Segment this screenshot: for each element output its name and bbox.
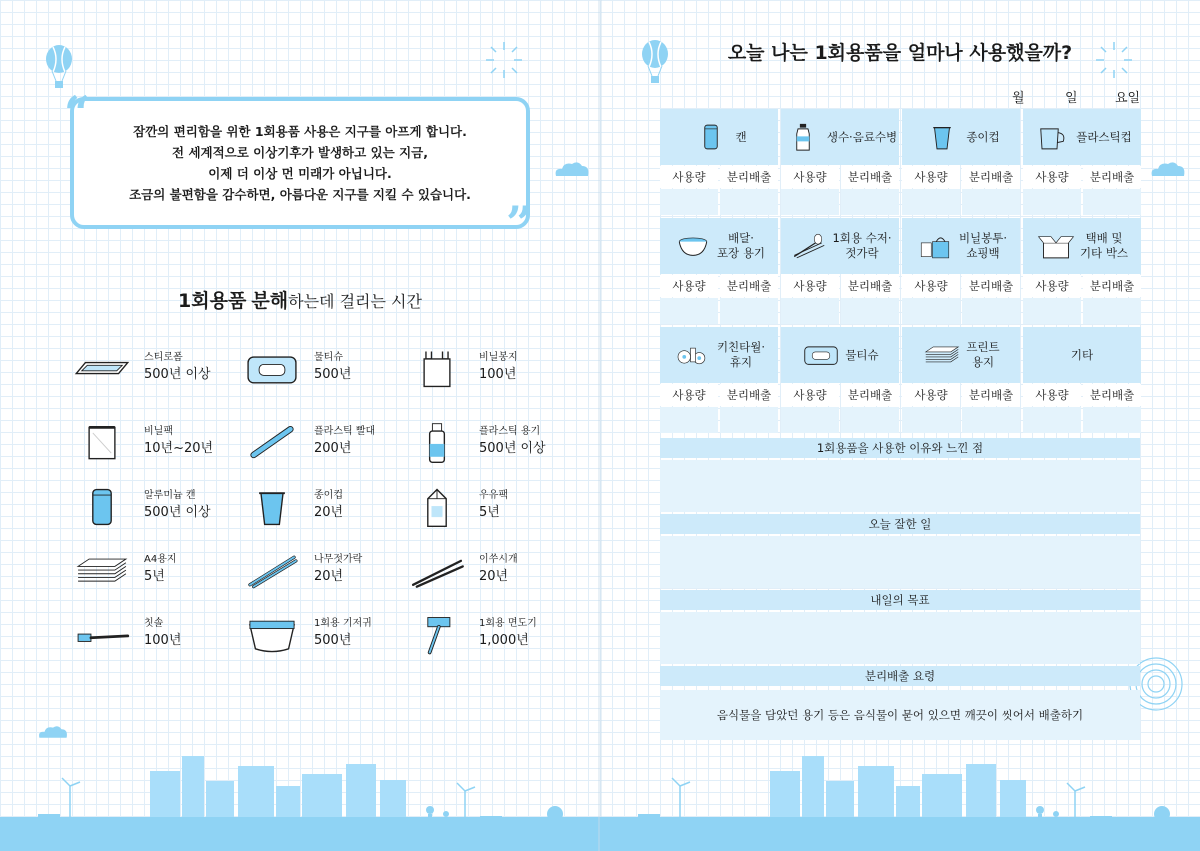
paper-cup-icon [922, 121, 962, 153]
right-page [600, 0, 1200, 851]
good-input-area[interactable] [660, 536, 1140, 588]
category-header [781, 218, 899, 274]
vinyl-pack-icon [70, 420, 134, 466]
item-name: 1회용 면도기 [479, 618, 537, 629]
category-label: 생수·음료수병 [826, 129, 898, 144]
straw-icon [240, 420, 304, 466]
reason-input-area[interactable] [660, 460, 1140, 512]
usage-input-cell[interactable] [781, 407, 839, 433]
recycle-input-cell[interactable] [841, 298, 899, 324]
quote-line: 전 세계적으로 이상기후가 발생하고 있는 지금, [172, 145, 428, 160]
usage-input-cell[interactable] [1023, 407, 1081, 433]
item-name: 이쑤시개 [479, 554, 518, 565]
recycle-input-cell[interactable] [962, 189, 1020, 215]
recycle-input-cell[interactable] [1083, 407, 1141, 433]
usage-column-label: 사용량 [660, 384, 718, 406]
item-name: A4용지 [144, 554, 177, 565]
item-years: 500년 이상 [144, 367, 211, 382]
decomposition-item [240, 484, 410, 534]
recycle-column-label: 분리배출 [841, 384, 899, 406]
item-years: 100년 [144, 633, 182, 648]
delivery-bowl-icon [673, 230, 713, 262]
sun-icon [484, 40, 524, 80]
cloud-icon [1148, 160, 1188, 176]
recycle-column-label: 분리배출 [720, 275, 778, 297]
category-header [1023, 109, 1141, 165]
decomposition-item [240, 612, 410, 662]
category-label: 1회용 수저· 젓가락 [832, 231, 892, 260]
item-icon-wrap [70, 612, 134, 658]
category-label: 플라스틱컵 [1076, 129, 1132, 144]
ground-strip [0, 817, 600, 851]
recycle-column-label: 분리배출 [841, 275, 899, 297]
plastic-cup-icon [1032, 121, 1072, 153]
item-years: 500년 [314, 633, 352, 648]
recycle-column-label: 분리배출 [962, 384, 1020, 406]
paper-stack-icon [70, 548, 134, 594]
item-years: 1,000년 [479, 633, 529, 648]
category-label: 비닐봉투· 쇼핑백 [958, 231, 1008, 260]
recycle-column-label: 분리배출 [962, 166, 1020, 188]
category-label: 물티슈 [845, 347, 879, 362]
item-years: 20년 [479, 569, 509, 584]
decomposition-item [405, 346, 575, 396]
quote-line: 조금의 불편함을 감수하면, 아름다운 지구를 지킬 수 있습니다. [129, 187, 471, 202]
item-name: 비닐봉지 [479, 352, 518, 363]
usage-column-label: 사용량 [1023, 166, 1081, 188]
title-part-decompose: 분해 [251, 290, 289, 312]
item-years: 500년 이상 [144, 505, 211, 520]
usage-column-label: 사용량 [781, 384, 839, 406]
can-icon [691, 121, 731, 153]
goal-section-header: 내일의 목표 [660, 590, 1140, 610]
good-section-header: 오늘 잘한 일 [660, 514, 1140, 534]
usage-column-label: 사용량 [660, 166, 718, 188]
recycle-column-label: 분리배출 [841, 166, 899, 188]
usage-input-cell[interactable] [902, 189, 960, 215]
category-label: 기타 [1070, 347, 1094, 362]
decomposition-item [405, 484, 575, 534]
cloud-icon [552, 160, 592, 176]
usage-column-label: 사용량 [902, 275, 960, 297]
item-icon-wrap [405, 346, 469, 392]
recycle-input-cell[interactable] [841, 189, 899, 215]
category-header [660, 218, 778, 274]
decomposition-item [240, 548, 410, 598]
water-bottle-icon [783, 121, 823, 153]
usage-column-label: 사용량 [781, 166, 839, 188]
usage-input-cell[interactable] [902, 298, 960, 324]
item-name: 알루미늄 캔 [144, 490, 196, 501]
paper-stack-icon [922, 339, 962, 371]
item-years: 20년 [314, 569, 344, 584]
usage-input-cell[interactable] [1023, 189, 1081, 215]
category-header [902, 327, 1020, 383]
toothbrush-icon [70, 612, 134, 658]
styrofoam-tray-icon [70, 346, 134, 392]
category-header [660, 109, 778, 165]
usage-input-cell[interactable] [660, 407, 718, 433]
item-icon-wrap [70, 420, 134, 466]
item-icon-wrap [70, 484, 134, 530]
recycle-column-label: 분리배출 [720, 166, 778, 188]
item-years: 5년 [144, 569, 165, 584]
title-part-single-use: 1회용품 [178, 290, 247, 312]
decomposition-title [0, 286, 600, 313]
title-part-rest: 하는데 걸리는 시간 [288, 292, 422, 311]
open-quote-icon: “ [64, 86, 91, 140]
spray-bottle-icon [405, 420, 469, 466]
toothpick-icon [405, 548, 469, 594]
item-years: 20년 [314, 505, 344, 520]
wet-wipes-icon [240, 346, 304, 392]
decomposition-item [70, 612, 240, 662]
recycle-input-cell[interactable] [720, 298, 778, 324]
date-day-label: 일 [1065, 91, 1078, 106]
usage-input-cell[interactable] [781, 298, 839, 324]
category-header [902, 109, 1020, 165]
item-years: 10년~20년 [144, 441, 214, 456]
decomposition-item [405, 420, 575, 470]
spoon-chopsticks-icon [788, 230, 828, 262]
category-label: 키친타월· 휴지 [716, 340, 766, 369]
item-years: 5년 [479, 505, 500, 520]
wooden-chopsticks-icon [240, 548, 304, 594]
item-name: 나무젓가락 [314, 554, 363, 565]
paper-cup-icon [240, 484, 304, 530]
tissue-roll-icon [673, 339, 713, 371]
decomposition-item [70, 346, 240, 396]
wet-wipes-icon [801, 339, 841, 371]
reason-section-header: 1회용품을 사용한 이유와 느낀 점 [660, 438, 1140, 458]
item-years: 500년 이상 [479, 441, 546, 456]
tips-text: 음식물을 담았던 용기 등은 음식물이 묻어 있으면 깨끗이 씻어서 배출하기 [660, 690, 1140, 740]
box-icon [1036, 230, 1076, 262]
category-header [660, 327, 778, 383]
can-icon [70, 484, 134, 530]
usage-input-cell[interactable] [781, 189, 839, 215]
usage-column-label: 사용량 [1023, 384, 1081, 406]
item-years: 100년 [479, 367, 517, 382]
plastic-bag-icon [405, 346, 469, 392]
item-icon-wrap [70, 346, 134, 392]
shopping-bag-icon [915, 230, 955, 262]
item-name: 플라스틱 빨대 [314, 426, 376, 437]
recycle-input-cell[interactable] [720, 189, 778, 215]
item-name: 물티슈 [314, 352, 343, 363]
item-name: 스티로폼 [144, 352, 183, 363]
milk-carton-icon [405, 484, 469, 530]
usage-column-label: 사용량 [781, 275, 839, 297]
category-header [1023, 327, 1141, 383]
decomposition-item [240, 420, 410, 470]
usage-input-cell[interactable] [1023, 298, 1081, 324]
item-icon-wrap [405, 420, 469, 466]
item-name: 1회용 기저귀 [314, 618, 372, 629]
category-header [902, 218, 1020, 274]
category-label: 캔 [735, 129, 747, 144]
decomposition-item [70, 484, 240, 534]
recycle-input-cell[interactable] [1083, 189, 1141, 215]
item-name: 플라스틱 용기 [479, 426, 541, 437]
hot-air-balloon-icon [44, 45, 74, 89]
razor-icon [405, 612, 469, 658]
item-icon-wrap [405, 484, 469, 530]
diaper-icon [240, 612, 304, 658]
item-name: 비닐팩 [144, 426, 173, 437]
category-label: 종이컵 [966, 129, 1000, 144]
item-icon-wrap [240, 420, 304, 466]
quote-line: 잠깐의 편리함을 위한 1회용품 사용은 지구를 아프게 합니다. [133, 124, 467, 139]
item-years: 200년 [314, 441, 352, 456]
decomposition-item [70, 548, 240, 598]
recycle-input-cell[interactable] [1083, 298, 1141, 324]
item-years: 500년 [314, 367, 352, 382]
recycle-column-label: 분리배출 [962, 275, 1020, 297]
item-icon-wrap [240, 548, 304, 594]
recycle-column-label: 분리배출 [1083, 166, 1141, 188]
recycle-column-label: 분리배출 [720, 384, 778, 406]
usage-column-label: 사용량 [902, 384, 960, 406]
tracker-title: 오늘 나는 1회용품을 얼마나 사용했을까? [727, 42, 1073, 64]
item-icon-wrap [240, 484, 304, 530]
category-label: 택배 및 기타 박스 [1079, 231, 1129, 260]
decomposition-item [405, 612, 575, 662]
item-icon-wrap [405, 612, 469, 658]
close-quote-icon: ” [506, 196, 533, 250]
item-icon-wrap [240, 346, 304, 392]
date-weekday-label: 요일 [1115, 91, 1141, 106]
category-label: 프린트 용지 [966, 340, 1000, 369]
item-icon-wrap [70, 548, 134, 594]
goal-input-area[interactable] [660, 612, 1140, 664]
quote-box [70, 97, 530, 229]
recycle-input-cell[interactable] [720, 407, 778, 433]
decomposition-item [405, 548, 575, 598]
usage-input-cell[interactable] [660, 298, 718, 324]
recycle-input-cell[interactable] [962, 298, 1020, 324]
usage-input-cell[interactable] [660, 189, 718, 215]
decomposition-item [70, 420, 240, 470]
item-name: 우유팩 [479, 490, 508, 501]
recycle-column-label: 분리배출 [1083, 384, 1141, 406]
category-header [1023, 218, 1141, 274]
quote-line: 이제 더 이상 먼 미래가 아닙니다. [208, 166, 392, 181]
item-icon-wrap [405, 548, 469, 594]
category-header [781, 327, 899, 383]
recycle-column-label: 분리배출 [1083, 275, 1141, 297]
item-icon-wrap [240, 612, 304, 658]
date-month-label: 월 [1012, 91, 1025, 106]
tips-section-header: 분리배출 요령 [660, 666, 1140, 686]
recycle-input-cell[interactable] [841, 407, 899, 433]
recycle-input-cell[interactable] [962, 407, 1020, 433]
category-header [781, 109, 899, 165]
usage-column-label: 사용량 [1023, 275, 1081, 297]
usage-input-cell[interactable] [902, 407, 960, 433]
usage-column-label: 사용량 [660, 275, 718, 297]
decomposition-item [240, 346, 410, 396]
category-label: 배달· 포장 용기 [716, 231, 766, 260]
item-name: 종이컵 [314, 490, 343, 501]
usage-column-label: 사용량 [902, 166, 960, 188]
item-name: 칫솔 [144, 618, 164, 629]
ground-strip [600, 817, 1200, 851]
